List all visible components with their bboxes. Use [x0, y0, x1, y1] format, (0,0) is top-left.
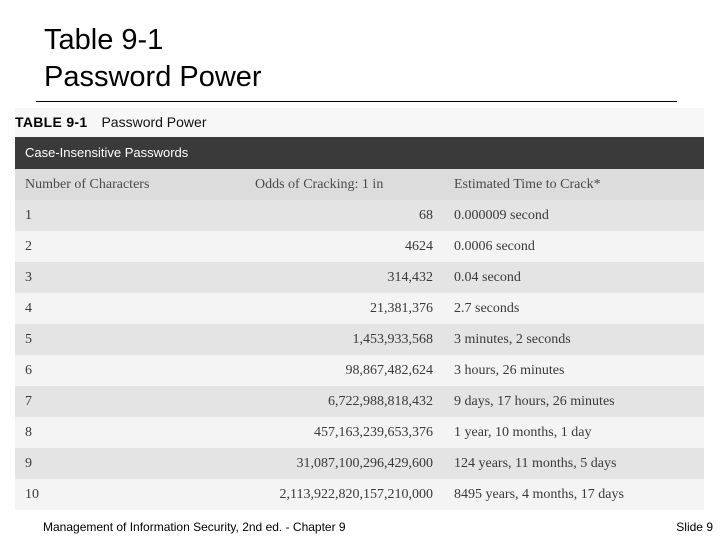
column-header-time: Estimated Time to Crack*	[454, 169, 704, 200]
cell-characters: 1	[15, 200, 255, 231]
table-row	[15, 293, 704, 324]
cell-odds: 4624	[255, 231, 454, 262]
footer-slide-number: Slide 9	[676, 520, 713, 534]
table-caption-number: TABLE 9-1	[15, 114, 88, 130]
cell-time: 0.04 second	[454, 262, 704, 293]
footer-course-title: Management of Information Security, 2nd ed. - Chapter 9	[43, 520, 346, 534]
cell-characters: 3	[15, 262, 255, 293]
title-divider	[36, 101, 677, 102]
table-row	[15, 479, 704, 510]
slide-title	[44, 22, 262, 96]
cell-time: 9 days, 17 hours, 26 minutes	[454, 386, 704, 417]
cell-time: 0.0006 second	[454, 231, 704, 262]
cell-characters: 5	[15, 324, 255, 355]
cell-odds: 98,867,482,624	[255, 355, 454, 386]
table-header-row	[15, 169, 704, 200]
cell-characters: 2	[15, 231, 255, 262]
cell-characters: 6	[15, 355, 255, 386]
data-table	[15, 169, 704, 510]
cell-time: 0.000009 second	[454, 200, 704, 231]
cell-time: 124 years, 11 months, 5 days	[454, 448, 704, 479]
cell-odds: 31,087,100,296,429,600	[255, 448, 454, 479]
cell-time: 3 hours, 26 minutes	[454, 355, 704, 386]
cell-time: 8495 years, 4 months, 17 days	[454, 479, 704, 510]
slide-title-line-1: Table 9-1	[44, 24, 164, 56]
password-power-table	[15, 108, 704, 508]
cell-odds: 2,113,922,820,157,210,000	[255, 479, 454, 510]
cell-odds: 314,432	[255, 262, 454, 293]
table-row	[15, 262, 704, 293]
table-caption-name: Password Power	[101, 114, 207, 130]
table-row	[15, 386, 704, 417]
column-header-odds: Odds of Cracking: 1 in	[255, 169, 454, 200]
cell-characters: 9	[15, 448, 255, 479]
cell-time: 3 minutes, 2 seconds	[454, 324, 704, 355]
cell-characters: 4	[15, 293, 255, 324]
cell-characters: 10	[15, 479, 255, 510]
cell-odds: 68	[255, 200, 454, 231]
table-row	[15, 355, 704, 386]
cell-odds: 21,381,376	[255, 293, 454, 324]
cell-odds: 457,163,239,653,376	[255, 417, 454, 448]
cell-time: 1 year, 10 months, 1 day	[454, 417, 704, 448]
table-section-heading: Case-Insensitive Passwords	[15, 137, 704, 169]
table-row	[15, 417, 704, 448]
cell-characters: 7	[15, 386, 255, 417]
cell-time: 2.7 seconds	[454, 293, 704, 324]
table-row	[15, 324, 704, 355]
table-caption	[15, 108, 704, 137]
column-header-characters: Number of Characters	[15, 169, 255, 200]
slide-title-line-2: Password Power	[44, 61, 262, 93]
table-row	[15, 231, 704, 262]
table-row	[15, 448, 704, 479]
cell-odds: 6,722,988,818,432	[255, 386, 454, 417]
table-row	[15, 200, 704, 231]
cell-odds: 1,453,933,568	[255, 324, 454, 355]
cell-characters: 8	[15, 417, 255, 448]
